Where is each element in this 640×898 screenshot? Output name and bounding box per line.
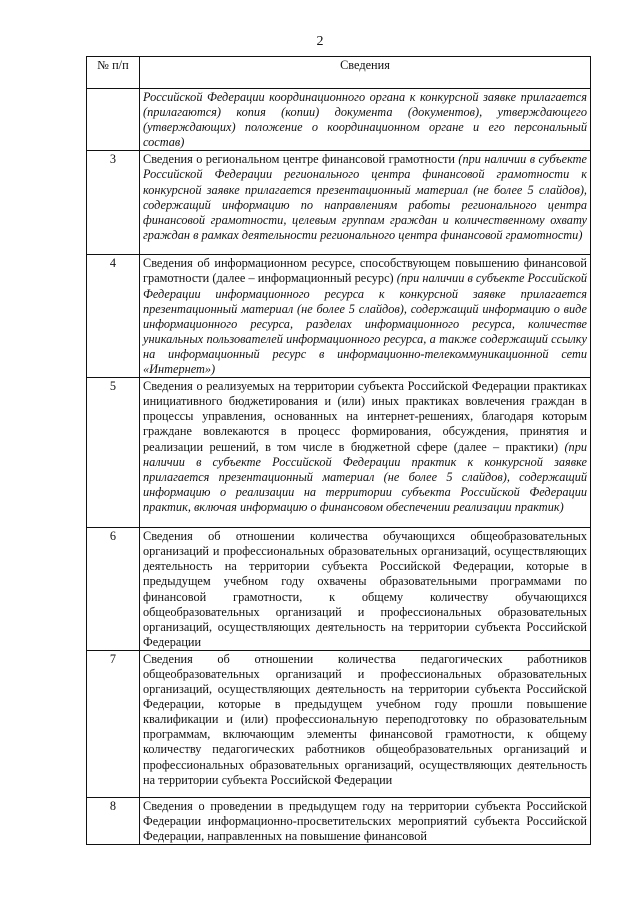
row-note: (при наличии в субъекте Российской Федерации практик к конкурсной заявке прилагается презентационный материал (не более 5 слайдов), содержащий информацию о реализации на территории субъекта Российской Федерации практик, включая информацию о финансовом обеспечении реализации практик) bbox=[143, 439, 587, 514]
row-info bbox=[140, 255, 591, 378]
table-row bbox=[87, 528, 591, 651]
table-header-row bbox=[87, 57, 591, 89]
row-number: 3 bbox=[87, 151, 140, 255]
header-info: Сведения bbox=[140, 57, 591, 89]
table-row bbox=[87, 797, 591, 844]
table-row bbox=[87, 151, 591, 255]
row-text: Сведения о реализуемых на территории субъекта Российской Федерации практиках инициативного бюджетирования и (или) иных практиках вовлечения граждан в процессы управления, основанных на интернет-решениях, благодаря которым граждане вовлекаются в процесс формирования, обсуждения, принятия и реализации решений, в том числе в бюджетной сфере (далее – практики) bbox=[143, 379, 587, 454]
row-text: Сведения о проведении в предыдущем году на территории субъекта Российской Федерации информационно-просветительских мероприятий субъекта Российской Федерации, направленных на повышение финансовой bbox=[143, 798, 587, 844]
header-number: № п/п bbox=[87, 57, 140, 89]
row-note: (при наличии в субъекте Российской Федерации регионального центра финансовой грамотности к конкурсной заявке прилагается презентационный материал (не более 5 слайдов), содержащий информацию по направлениям работы регионального центра финансовой грамотности, целевым группам граждан и количественному охвату граждан в рамках деятельности регионального центра финансовой грамотности) bbox=[143, 152, 587, 242]
row-number: 4 bbox=[87, 255, 140, 378]
row-number: 7 bbox=[87, 650, 140, 797]
row-info bbox=[140, 528, 591, 651]
row-number bbox=[87, 89, 140, 151]
table-row bbox=[87, 255, 591, 378]
row-text: Сведения об информационном ресурсе, способствующем повышению финансовой грамотности (далее – информационный ресурс) bbox=[143, 256, 587, 286]
table-row bbox=[87, 650, 591, 797]
table-row bbox=[87, 378, 591, 528]
row-number: 6 bbox=[87, 528, 140, 651]
row-text: Сведения об отношении количества обучающихся общеобразовательных организаций и профессиональных образовательных организаций, осуществляющих деятельность на территории субъекта Российской Федерации, которые в предыдущем учебном году охвачены образовательными программами по финансовой грамотности, к общему количеству обучающихся общеобразовательных организаций и профессиональных образовательных организаций, осуществляющих деятельность на территории субъекта Российской Федерации bbox=[143, 529, 587, 649]
page-number: 2 bbox=[316, 34, 324, 49]
row-text: Сведения об отношении количества педагогических работников общеобразовательных организаций и профессиональных образовательных организаций, осуществляющих деятельность на территории субъекта Российской Федерации, которые в предыдущем учебном году прошли повышение квалификации и (или) профессиональную переподготовку по образовательным программам, включающим элементы финансовой грамотности, к общему количеству педагогических работников общеобразовательных организаций и профессиональных образовательных организаций, осуществляющих деятельность на территории субъекта Российской Федерации bbox=[143, 651, 587, 787]
row-info bbox=[140, 151, 591, 255]
row-text: Сведения о региональном центре финансовой грамотности bbox=[143, 152, 459, 167]
row-number: 8 bbox=[87, 797, 140, 844]
row-info bbox=[140, 89, 591, 151]
info-table bbox=[86, 56, 591, 845]
row-note: Российской Федерации координационного органа к конкурсной заявке прилагается (прилагаются) копия (копии) документа (документов), утверждающего (утверждающих) положение о координационном органе и его персональный состав) bbox=[143, 90, 587, 150]
row-info bbox=[140, 650, 591, 797]
row-note: (при наличии в субъекте Российской Федерации информационного ресурса к конкурсной заявке прилагается презентационный материал (не более 5 слайдов), содержащий информацию о виде информационного ресурса, разделах информационного ресурса, количестве уникальных пользователей информационного ресурса, а также содержащий ссылку на информационный ресурс в информационно-телекоммуникационной сети «Интернет») bbox=[143, 271, 587, 377]
row-info bbox=[140, 797, 591, 844]
row-info bbox=[140, 378, 591, 528]
table-row bbox=[87, 89, 591, 151]
row-number: 5 bbox=[87, 378, 140, 528]
